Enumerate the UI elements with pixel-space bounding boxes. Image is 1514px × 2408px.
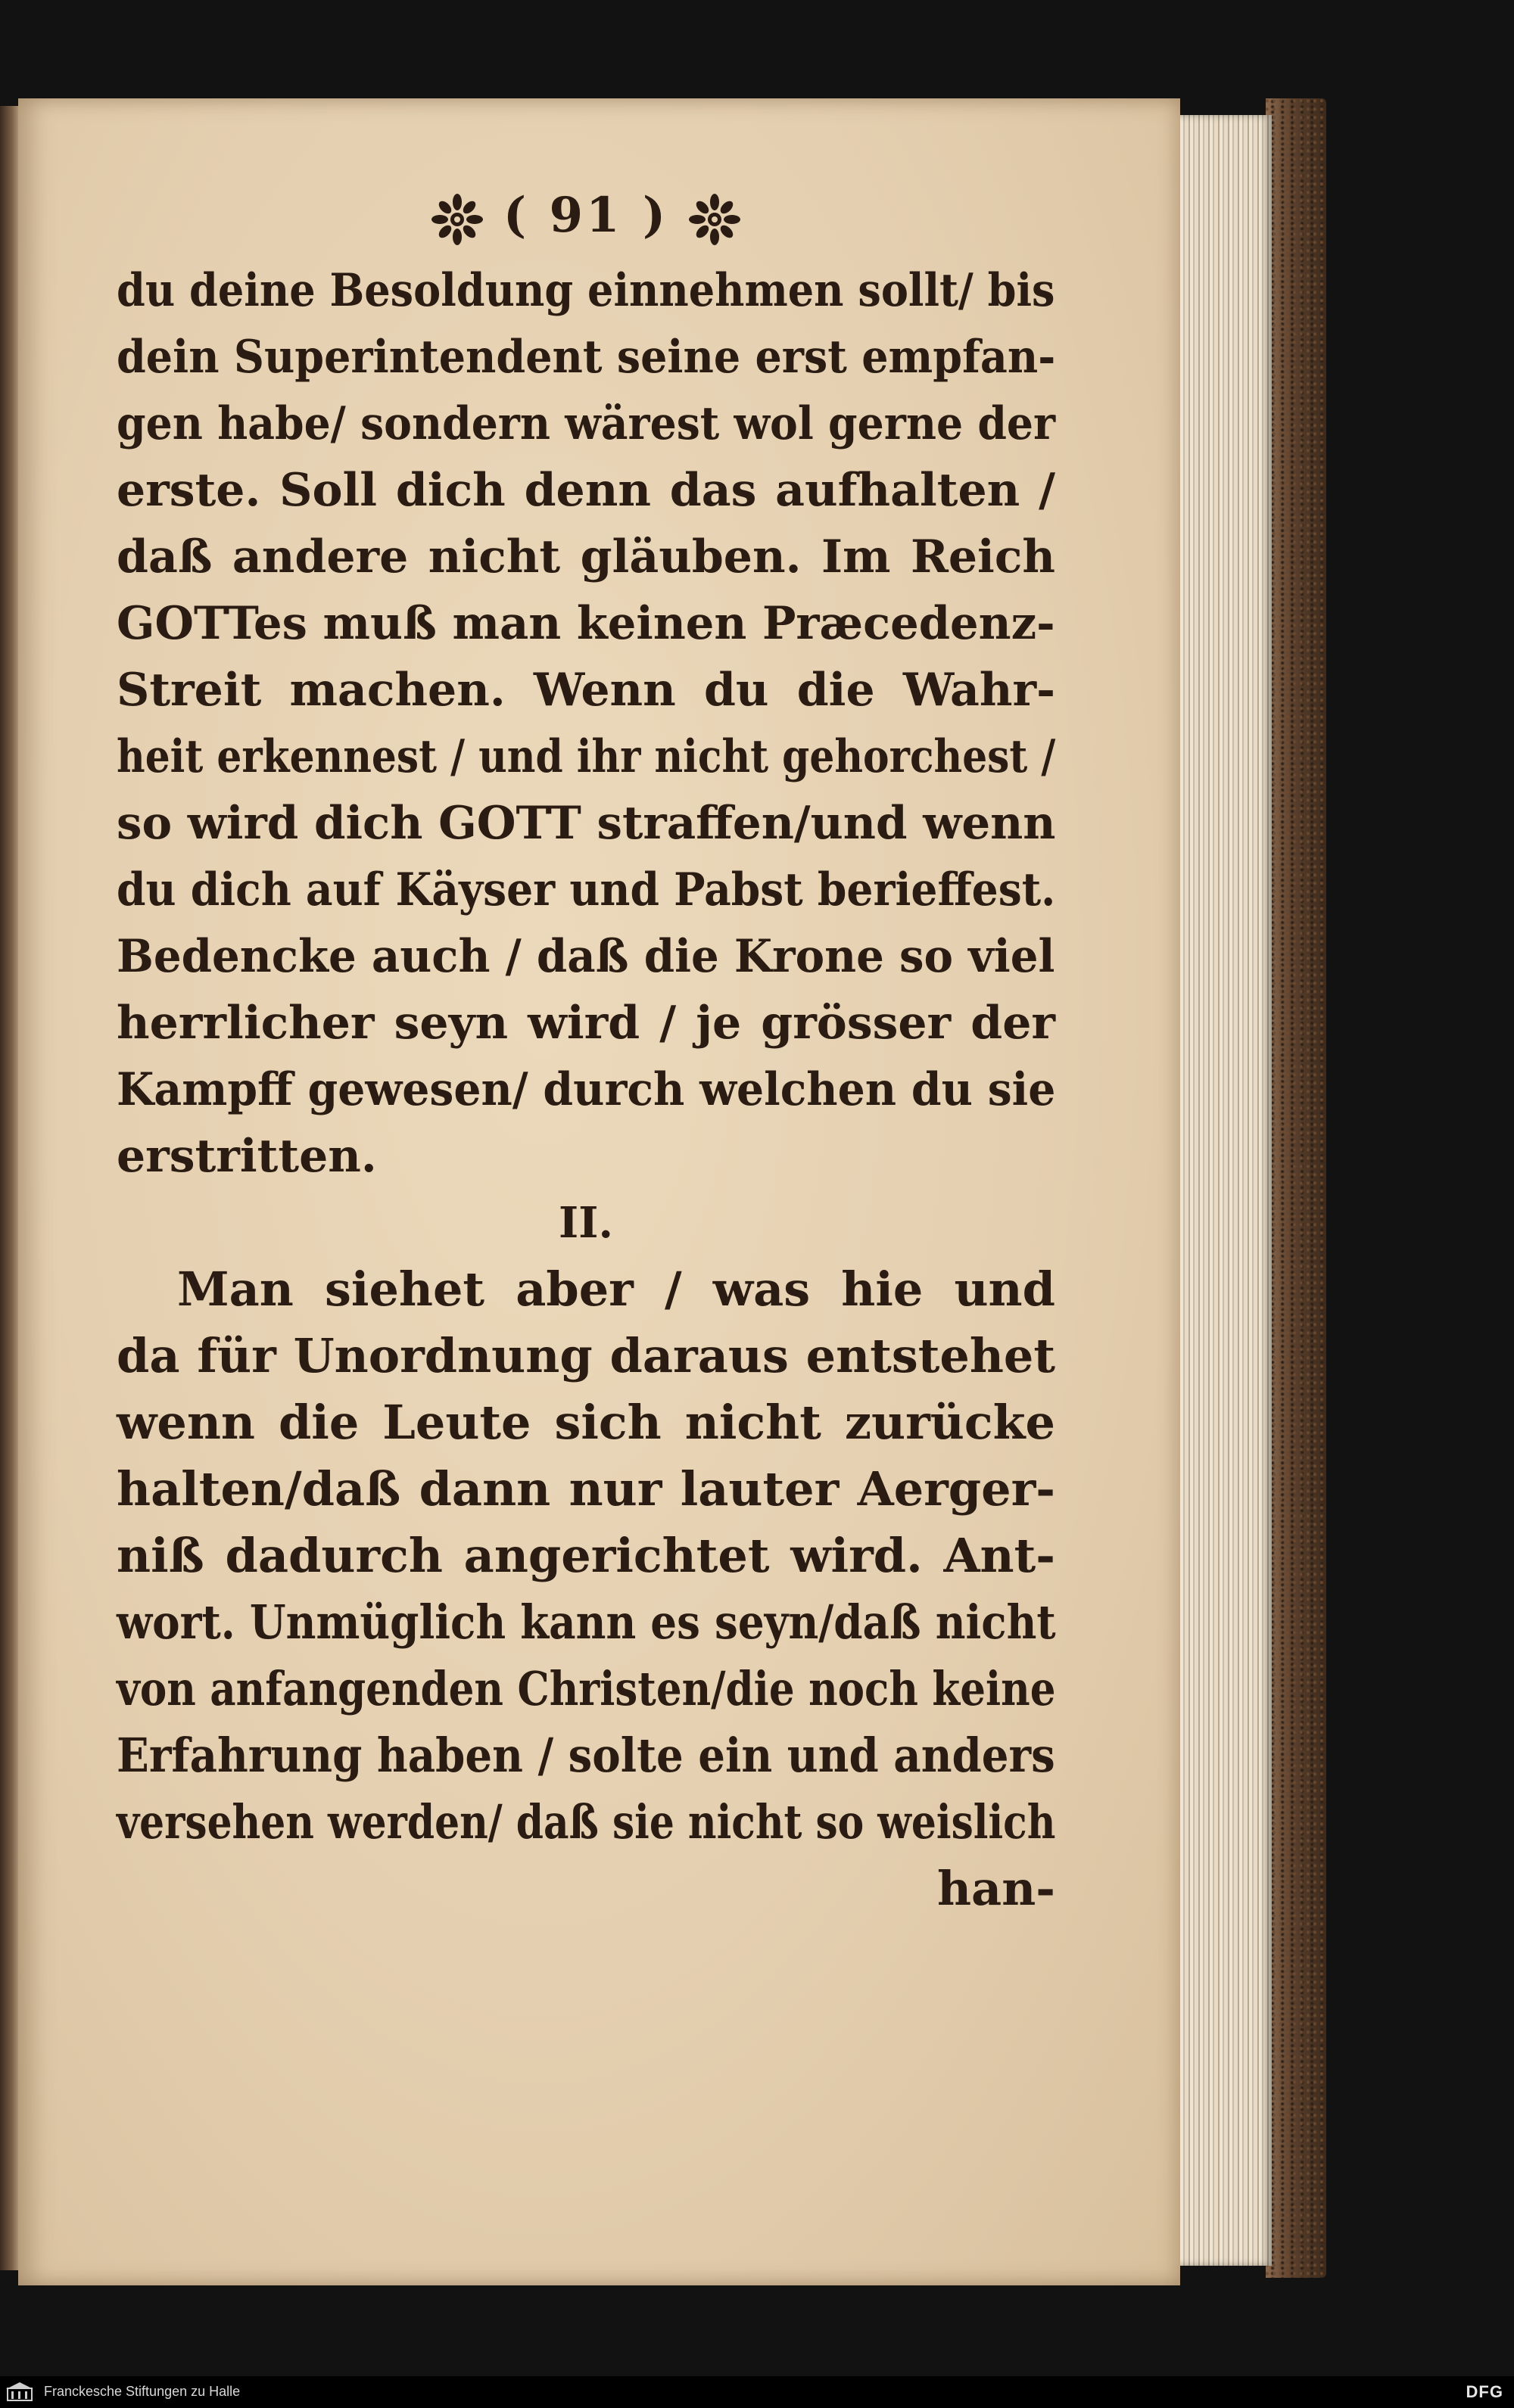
flower-ornament-icon — [431, 193, 484, 246]
left-cover-edge — [0, 106, 20, 2270]
page-header — [117, 174, 1055, 257]
text-line: daß andere nicht gläuben. Im Reich — [117, 530, 1055, 583]
flower-ornament-icon — [688, 193, 741, 246]
back-board — [1266, 98, 1326, 2278]
institution-name: Franckesche Stiftungen zu Halle — [44, 2384, 241, 2399]
text-line: wenn die Leute sich nicht zurücke — [117, 1395, 1055, 1450]
text-line: GOTTes muß man keinen Præcedenz- — [117, 597, 1055, 650]
text-line: du dich auf Käyser und Pabst berieffest. — [117, 863, 1056, 916]
text-line: Bedencke auch / daß die Krone so viel — [117, 930, 1055, 983]
book — [0, 98, 1329, 2278]
text-line: erstritten. — [117, 1130, 377, 1183]
text-line: herrlicher seyn wird / je grösser der — [117, 997, 1055, 1050]
institution-logo-icon — [5, 2381, 35, 2403]
paragraph-1 — [117, 257, 1055, 1190]
text-line: du deine Besoldung einnehmen sollt/ bis — [117, 264, 1055, 317]
paragraph-2 — [117, 1256, 1055, 1922]
catchword: han- — [936, 1861, 1055, 1916]
page-text — [117, 174, 1055, 1922]
text-line: Kampff gewesen/ durch welchen du sie — [117, 1063, 1056, 1116]
text-line: da für Unordnung daraus entstehet — [117, 1328, 1055, 1383]
text-line: Erfahrung haben / solte ein und anders — [117, 1728, 1055, 1783]
text-line: Streit machen. Wenn du die Wahr- — [117, 664, 1055, 717]
page-number: ( 91 ) — [503, 187, 669, 244]
text-line: niß dadurch angerichtet wird. Ant- — [117, 1528, 1055, 1583]
text-line: erste. Soll dich denn das aufhalten / — [117, 464, 1055, 517]
text-line: von anfangenden Christen/die noch keine — [117, 1661, 1056, 1716]
footer-bar — [0, 2376, 1514, 2408]
text-line: Man siehet aber / was hie und — [177, 1262, 1055, 1317]
text-line: wort. Unmüglich kann es seyn/daß nicht — [117, 1594, 1056, 1650]
text-line: heit erkennest / und ihr nicht gehorchest / — [117, 730, 1056, 783]
text-line: gen habe/ sondern wärest wol gerne der — [117, 397, 1056, 450]
text-line: versehen werden/ daß sie nicht so weislich — [117, 1794, 1056, 1850]
dfg-logo: DFG — [1466, 2382, 1503, 2401]
section-number: II. — [559, 1198, 613, 1248]
text-line: dein Superintendent seine erst empfan- — [117, 331, 1056, 384]
book-page — [18, 98, 1180, 2285]
text-line: halten/daß dann nur lauter Aerger- — [117, 1461, 1055, 1517]
text-line: so wird dich GOTT straffen/und wenn — [117, 797, 1056, 850]
